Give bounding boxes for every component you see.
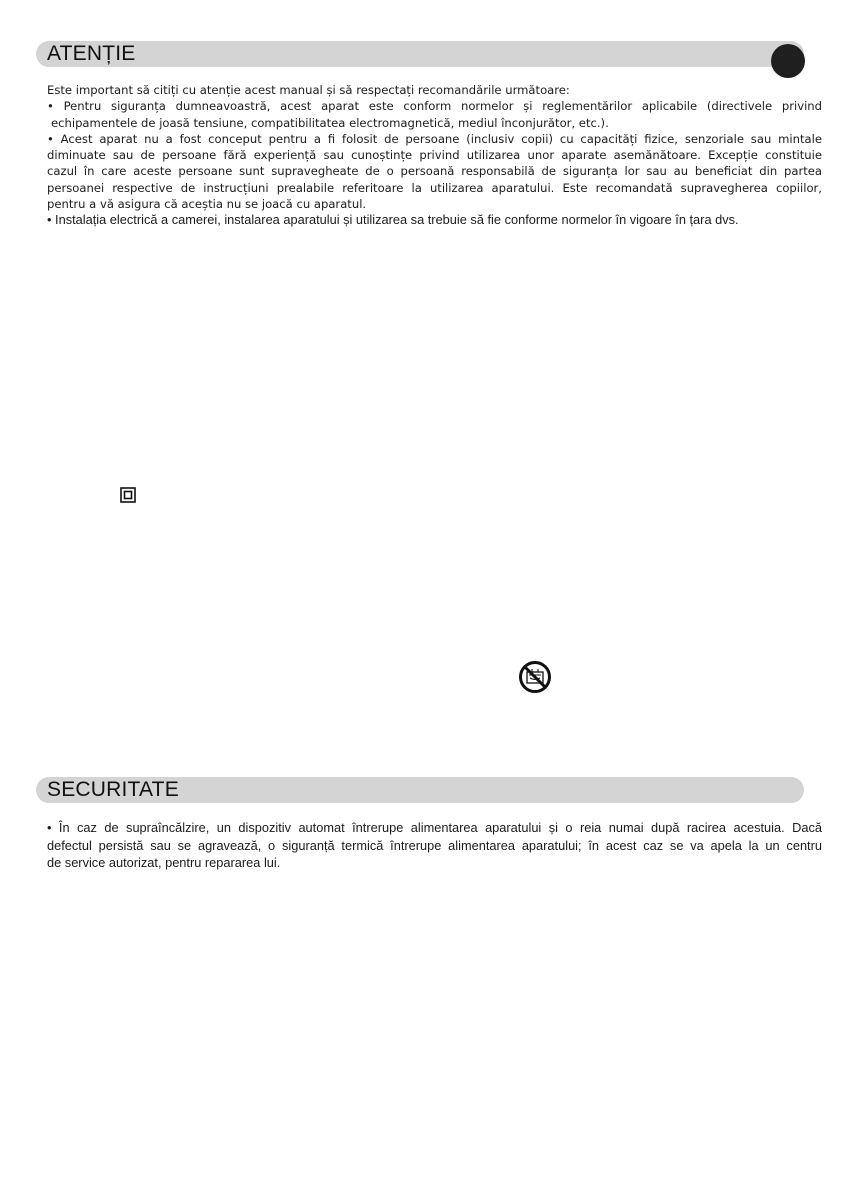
attention-line: pentru a vă asigura că aceștia nu se joacă cu aparatul. — [47, 197, 367, 212]
security-line: • În caz de supraîncălzire, un dispozitiv automat întrerupe alimentarea aparatului și o reia numai după racirea acestuia. Dacă — [47, 820, 822, 835]
security-line: de service autorizat, pentru repararea lui. — [47, 855, 281, 870]
attention-line: persoanei respective de instrucțiuni prealabile referitoare la utilizarea aparatului. Este recomandată supravegherea copiilor, — [47, 180, 822, 195]
attention-line: Este important să citiți cu atenție acest manual și să respectați recomandările următoare: — [47, 83, 570, 97]
security-text — [47, 819, 822, 872]
attention-title: ATENȚIE — [47, 42, 136, 65]
no-bathtub-icon — [518, 660, 552, 698]
attention-line: • Acest aparat nu a fost conceput pentru a fi folosit de persoane (inclusiv copii) cu capacități fizice, senzoriale sau mintale — [47, 131, 822, 146]
security-header-bar — [36, 777, 804, 803]
filled-circle-icon — [771, 44, 805, 78]
attention-line: • Pentru siguranța dumneavoastră, acest aparat este conform normelor și reglementărilor aplicabile (directivele privind — [47, 99, 822, 114]
attention-text — [47, 82, 822, 229]
attention-header-bar — [36, 41, 804, 67]
attention-line: cazul în care aceste persoane sunt supravegheate de o persoană responsabilă de siguranța lor sau au beneficiat din partea — [47, 164, 822, 179]
security-title: SECURITATE — [47, 778, 179, 801]
double-insulation-icon — [120, 487, 136, 507]
security-line: defectul persistă sau se agravează, o siguranță termică întrerupe alimentarea aparatului; în acest caz se va apela la un centru — [47, 837, 822, 853]
attention-line: diminuate sau de persoane fără experiență sau cunoștințe privind utilizarea unor aparate asemănătoare. Excepție constituie — [47, 148, 822, 163]
attention-line: • Instalația electrică a camerei, instalarea aparatului și utilizarea sa trebuie să fie conforme normelor în vigoare în țara dvs. — [47, 212, 739, 228]
attention-line: echipamentele de joasă tensiune, compatibilitatea electromagnetică, mediul înconjurător, etc.). — [51, 115, 609, 130]
